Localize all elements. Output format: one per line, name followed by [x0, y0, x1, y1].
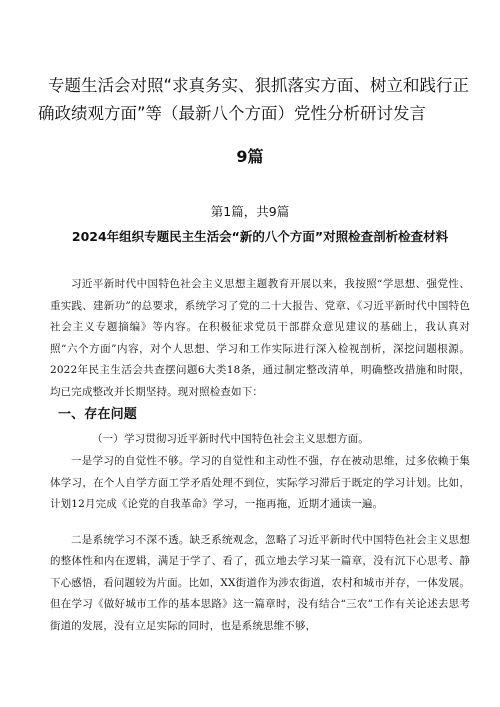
subsection-heading: （一）学习贯彻习近平新时代中国特色社会主义思想方面。	[92, 433, 369, 445]
section-heading: 一、存在问题	[58, 407, 137, 422]
article-body	[50, 274, 470, 637]
intro-paragraph: 习近平新时代中国特色社会主义思想主题教育开展以来，我按照“学思想、强党性、重实践、建新功”的总要求，系统学习了党的二十大报告、党章、《习近平新时代中国特色社会主义专题摘编》等内容。在积极征求党员干部群众意见建议的基础上，我认真对照“六个方面”内容，对个人思想、学习和工作实际进行深入检视剖析，深挖问题根源。2022年民主生活会共查摆问题6大类18条，通过制定整改清单，明确整改措施和时限，均已完成整改并长期坚持。现对照检查如下：	[50, 278, 470, 398]
document-title: 专题生活会对照“求真务实、狠抓落实方面、树立和践行正确政绩观方面”等（最新八个方面）党性分析研讨发言	[38, 76, 470, 123]
body-paragraph-1: 一是学习的自觉性不够。学习的自觉性和主动性不强，存在被动思维，过多依赖于集体学习，在个人自学方面工学矛盾处理不到位，实际学习滞后于既定的学习计划。比如，计划12月完成《论党的自我革命》学习，一拖再拖，近期才通读一遍。	[50, 455, 470, 510]
article-index: 第1篇，共9篇	[210, 204, 290, 219]
body-paragraph-2: 二是系统学习不深不透。缺乏系统观念，忽略了习近平新时代中国特色社会主义思想的整体性和内在逻辑，满足于学了、看了，孤立地去学习某一篇章，没有沉下心思考、静下心感悟，看问题较为片面。比如，XX街道作为涉农街道，农村和城市并存，一体发展。但在学习《做好城市工作的基本思路》这一篇章时，没有结合“三农”工作有关论述去思考街道的发展，没有立足实际的同时，也是系统思维不够，	[50, 533, 470, 632]
paragraph-gap	[50, 516, 470, 530]
article-title: 2024年组织专题民主生活会“新的八个方面”对照检查剖析检查材料	[71, 229, 449, 244]
article-count: 9篇	[236, 147, 264, 166]
